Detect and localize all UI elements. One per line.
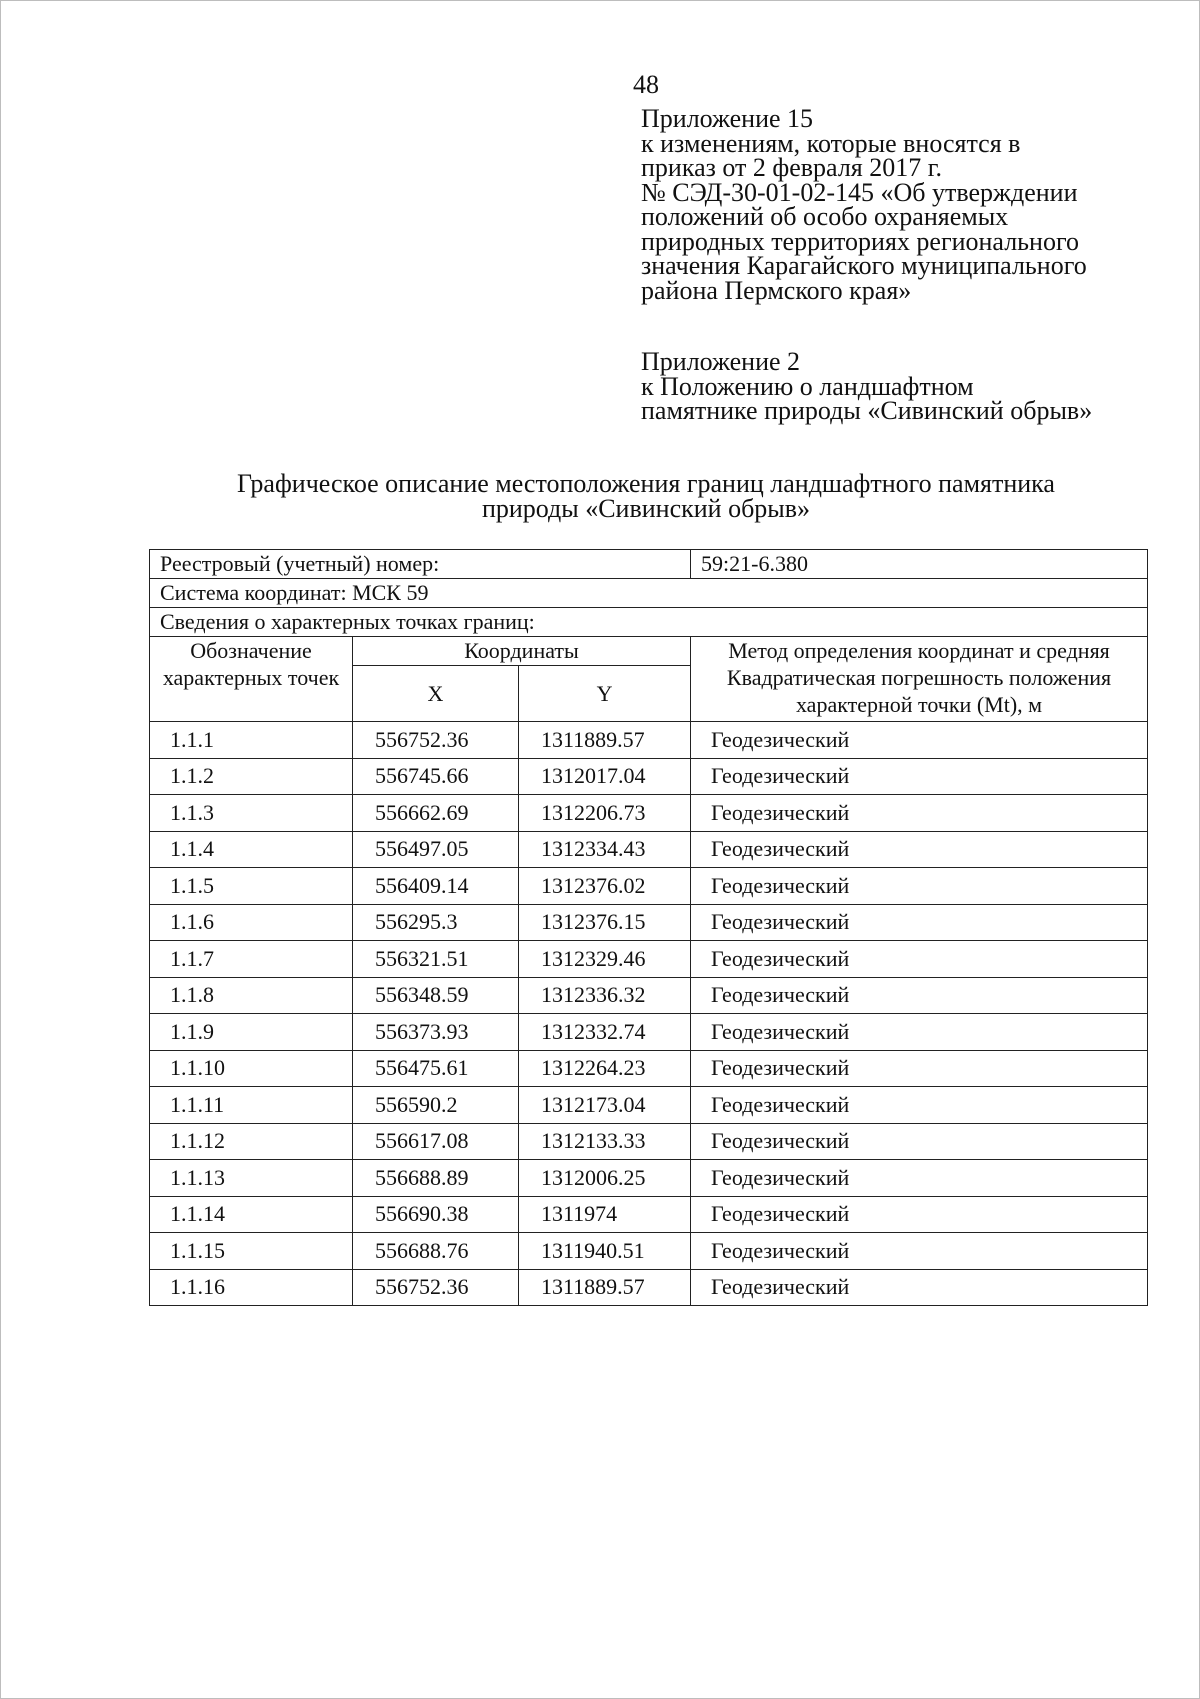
x-cell: 556590.2: [353, 1087, 519, 1124]
table-row: [150, 1233, 1148, 1270]
method-cell: Геодезический: [691, 1050, 1148, 1087]
x-cell: 556617.08: [353, 1123, 519, 1160]
method-cell: Геодезический: [691, 977, 1148, 1014]
y-cell: 1312376.02: [519, 868, 691, 905]
document-title-line: природы «Сивинский обрыв»: [481, 494, 811, 523]
appendix-15-line: значения Карагайского муниципального: [641, 251, 1087, 280]
y-cell: 1311889.57: [519, 1269, 691, 1306]
table-row: [150, 977, 1148, 1014]
y-cell: 1312017.04: [519, 758, 691, 795]
method-cell: Геодезический: [691, 1087, 1148, 1124]
x-cell: 556373.93: [353, 1014, 519, 1051]
x-cell: 556745.66: [353, 758, 519, 795]
page-number: 48: [633, 70, 659, 99]
y-cell: 1311974: [519, 1196, 691, 1233]
table-row: [150, 1160, 1148, 1197]
point-cell: 1.1.2: [150, 758, 353, 795]
table-row: [150, 941, 1148, 978]
appendix-15-line: № СЭД-30-01-02-145 «Об утверждении: [641, 177, 1078, 207]
point-cell: 1.1.12: [150, 1123, 353, 1160]
method-cell: Геодезический: [691, 1160, 1148, 1197]
table-row: [150, 831, 1148, 868]
y-cell: 1312006.25: [519, 1160, 691, 1197]
x-cell: 556690.38: [353, 1196, 519, 1233]
appendix-15-line: приказ от 2 февраля 2017 г.: [641, 153, 942, 182]
coord-system-row: [150, 579, 1148, 608]
x-cell: 556688.76: [353, 1233, 519, 1270]
point-cell: 1.1.1: [150, 722, 353, 759]
method-cell: Геодезический: [691, 941, 1148, 978]
x-cell: 556295.3: [353, 904, 519, 941]
method-cell: Геодезический: [691, 1233, 1148, 1270]
points-info-row: [150, 608, 1148, 637]
y-cell: 1312133.33: [519, 1123, 691, 1160]
point-cell: 1.1.8: [150, 977, 353, 1014]
header-y: Y: [519, 666, 691, 722]
points-info: Сведения о характерных точках границ:: [150, 608, 1148, 637]
y-cell: 1312264.23: [519, 1050, 691, 1087]
method-cell: Геодезический: [691, 722, 1148, 759]
point-cell: 1.1.7: [150, 941, 353, 978]
x-cell: 556688.89: [353, 1160, 519, 1197]
point-cell: 1.1.6: [150, 904, 353, 941]
y-cell: 1312336.32: [519, 977, 691, 1014]
y-cell: 1311940.51: [519, 1233, 691, 1270]
appendix-15-line: района Пермского края»: [641, 275, 912, 305]
y-cell: 1312334.43: [519, 831, 691, 868]
header-method: Метод определения координат и средняя Квадратическая погрешность положения характерной точки (Mt), м: [691, 637, 1148, 722]
appendix-15-heading: [641, 104, 1087, 305]
appendix-2-heading: [641, 347, 1093, 425]
appendix-15-line: Приложение 15: [641, 104, 814, 133]
registry-row: [150, 550, 1148, 579]
point-cell: 1.1.4: [150, 831, 353, 868]
appendix-15-line: положений об особо охраняемых: [641, 202, 1009, 231]
appendix-2-line: к Положению о ландшафтном: [641, 371, 974, 401]
registry-value: 59:21-6.380: [691, 550, 1148, 579]
point-cell: 1.1.14: [150, 1196, 353, 1233]
document-title-line: Графическое описание местоположения границ ландшафтного памятника: [237, 469, 1055, 498]
method-cell: Геодезический: [691, 1123, 1148, 1160]
y-cell: 1312376.15: [519, 904, 691, 941]
point-cell: 1.1.15: [150, 1233, 353, 1270]
table-row: [150, 1014, 1148, 1051]
point-cell: 1.1.9: [150, 1014, 353, 1051]
point-cell: 1.1.3: [150, 795, 353, 832]
method-cell: Геодезический: [691, 795, 1148, 832]
y-cell: 1312206.73: [519, 795, 691, 832]
x-cell: 556752.36: [353, 722, 519, 759]
method-cell: Геодезический: [691, 904, 1148, 941]
x-cell: 556497.05: [353, 831, 519, 868]
y-cell: 1311889.57: [519, 722, 691, 759]
point-cell: 1.1.10: [150, 1050, 353, 1087]
boundary-points-table: [149, 549, 1148, 1306]
method-cell: Геодезический: [691, 1014, 1148, 1051]
header-coordinates: Координаты: [353, 637, 691, 666]
method-cell: Геодезический: [691, 758, 1148, 795]
x-cell: 556475.61: [353, 1050, 519, 1087]
y-cell: 1312329.46: [519, 941, 691, 978]
point-cell: 1.1.5: [150, 868, 353, 905]
method-cell: Геодезический: [691, 1196, 1148, 1233]
table-row: [150, 795, 1148, 832]
table-row: [150, 868, 1148, 905]
appendix-15-line: к изменениям, которые вносятся в: [641, 128, 1021, 158]
header-point-designation: Обозначение характерных точек: [150, 637, 353, 722]
header-row: [150, 637, 1148, 666]
appendix-2-line: памятнике природы «Сивинский обрыв»: [641, 396, 1093, 425]
y-cell: 1312332.74: [519, 1014, 691, 1051]
table-row: [150, 904, 1148, 941]
method-cell: Геодезический: [691, 831, 1148, 868]
point-cell: 1.1.13: [150, 1160, 353, 1197]
table-row: [150, 1087, 1148, 1124]
point-cell: 1.1.11: [150, 1087, 353, 1124]
boundary-points-body: [150, 722, 1148, 1306]
x-cell: 556348.59: [353, 977, 519, 1014]
y-cell: 1312173.04: [519, 1087, 691, 1124]
table-row: [150, 1050, 1148, 1087]
appendix-15-line: природных территориях регионального: [641, 226, 1079, 256]
table-row: [150, 758, 1148, 795]
x-cell: 556409.14: [353, 868, 519, 905]
table-row: [150, 1269, 1148, 1306]
method-cell: Геодезический: [691, 868, 1148, 905]
coord-system: Система координат: МСК 59: [150, 579, 1148, 608]
table-row: [150, 722, 1148, 759]
table-row: [150, 1196, 1148, 1233]
registry-label: Реестровый (учетный) номер:: [150, 550, 691, 579]
method-cell: Геодезический: [691, 1269, 1148, 1306]
table-row: [150, 1123, 1148, 1160]
x-cell: 556662.69: [353, 795, 519, 832]
x-cell: 556752.36: [353, 1269, 519, 1306]
x-cell: 556321.51: [353, 941, 519, 978]
document-title: [151, 471, 1141, 521]
header-x: X: [353, 666, 519, 722]
point-cell: 1.1.16: [150, 1269, 353, 1306]
appendix-2-line: Приложение 2: [641, 347, 801, 376]
